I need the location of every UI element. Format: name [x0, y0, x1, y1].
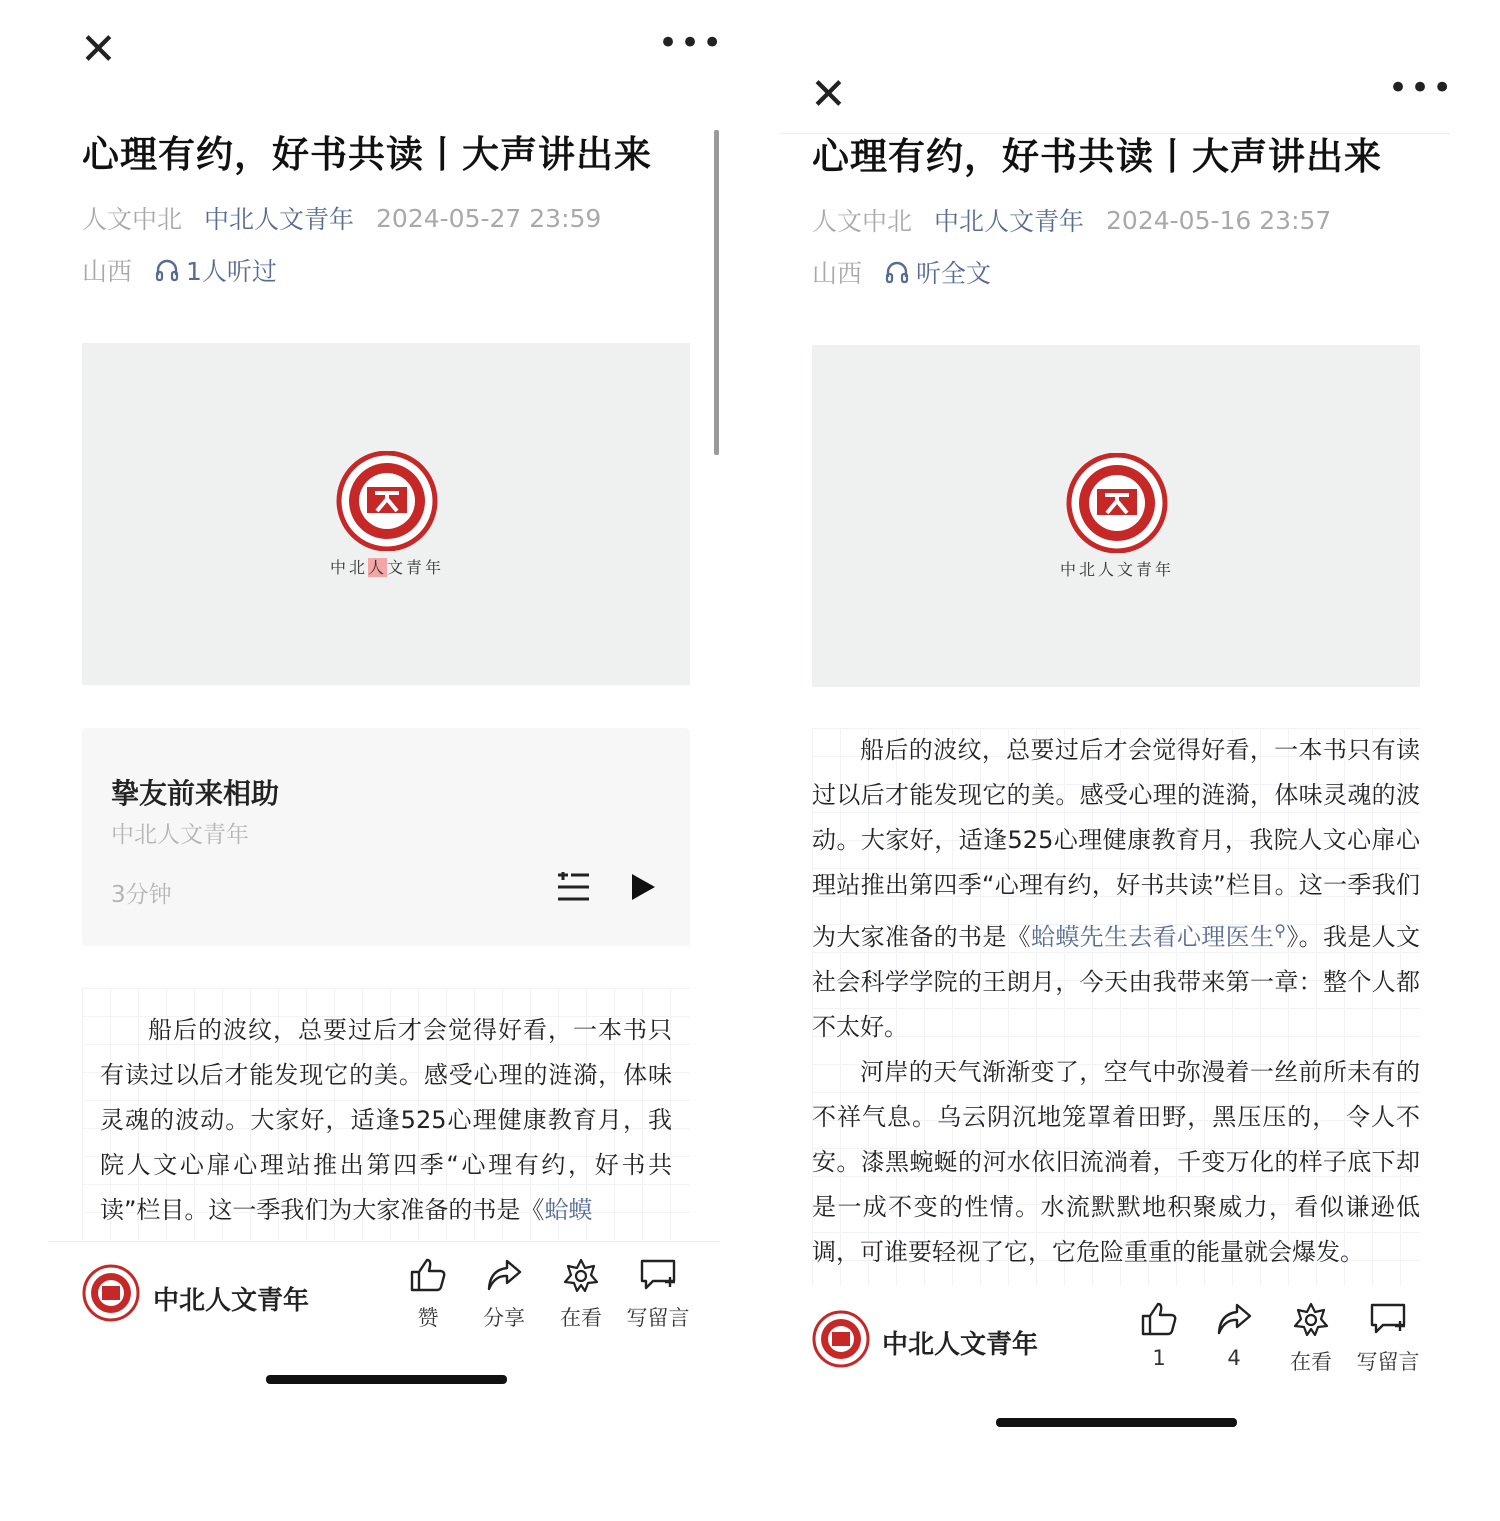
play-icon[interactable]	[630, 873, 656, 901]
playlist-icon[interactable]	[556, 872, 590, 902]
close-icon[interactable]: ✕	[810, 69, 847, 120]
listen-count: 1人听过	[186, 257, 277, 286]
share-count: 4	[1227, 1346, 1241, 1370]
body-paragraph-1: 船后的波纹，总要过后才会觉得好看，一本书只有读过以后才能发现它的美。感受心理的涟漪，体味灵魂的波动。大家好，适逢525心理健康教育月，我院人文心扉心理站推出第四季“心理有约，好书共读”栏目。这一季我们为大家准备的书是《蛤蟆先生去看心理医生⚲》。我是人文社会科学学院的王朗月，今天由我带来第一章：整个人都不太好。	[812, 736, 1420, 1041]
home-indicator[interactable]	[996, 1418, 1237, 1427]
headphone-icon	[884, 259, 910, 285]
college-seal-icon	[1062, 453, 1172, 553]
share-label: 分享	[483, 1306, 525, 1330]
share-icon	[1216, 1302, 1252, 1336]
listen-button[interactable]	[154, 252, 277, 288]
like-label: 赞	[417, 1306, 439, 1330]
home-indicator[interactable]	[266, 1375, 507, 1384]
like-count: 1	[1152, 1346, 1166, 1370]
audio-author: 中北人文青年	[111, 822, 249, 848]
account-name[interactable]: 中北人文青年	[153, 1286, 310, 1316]
headphone-icon	[154, 257, 180, 283]
cover-caption: 中北人文青年	[1059, 560, 1174, 579]
cover-caption: 中北人文青年	[329, 558, 445, 577]
account-link[interactable]: 中北人文青年	[934, 207, 1085, 236]
publish-time: 2024-05-16 23:57	[1106, 205, 1332, 235]
region: 山西	[82, 257, 133, 286]
comment-button[interactable]	[1348, 1302, 1428, 1376]
wow-icon	[1293, 1302, 1329, 1336]
account-avatar[interactable]	[82, 1264, 140, 1322]
search-icon[interactable]: ⚲	[1274, 921, 1287, 940]
wow-button[interactable]	[541, 1258, 621, 1332]
account-avatar[interactable]	[812, 1310, 870, 1368]
article-meta	[812, 202, 1331, 238]
article-meta-line2	[82, 252, 277, 288]
account-name[interactable]: 中北人文青年	[882, 1330, 1039, 1360]
cover-image	[82, 343, 690, 685]
comment-icon	[1369, 1302, 1407, 1336]
comment-label: 写留言	[1356, 1350, 1420, 1374]
scrollbar[interactable]	[714, 130, 719, 455]
like-button[interactable]	[1119, 1302, 1199, 1370]
more-icon[interactable]: •••	[1388, 68, 1455, 108]
college-seal-icon	[332, 451, 442, 551]
thumbs-up-icon	[1141, 1302, 1177, 1336]
college-logo	[1052, 453, 1182, 580]
thumbs-up-icon	[410, 1258, 446, 1292]
audio-duration: 3分钟	[111, 882, 172, 908]
comment-label: 写留言	[626, 1306, 690, 1330]
listen-full-label: 听全文	[916, 259, 992, 288]
comment-icon	[639, 1258, 677, 1292]
like-button[interactable]	[388, 1258, 468, 1332]
article-body	[812, 728, 1420, 1286]
region: 山西	[812, 259, 863, 288]
article-title: 心理有约，好书共读丨大声讲出来	[812, 135, 1382, 178]
share-button[interactable]	[464, 1258, 544, 1332]
cover-image	[812, 345, 1420, 687]
share-icon	[486, 1258, 522, 1292]
account-link[interactable]: 中北人文青年	[204, 205, 355, 234]
share-button[interactable]	[1194, 1302, 1274, 1370]
article-meta	[82, 200, 601, 236]
wow-button[interactable]	[1271, 1302, 1351, 1376]
audio-title: 挚友前来相助	[111, 777, 280, 810]
more-icon[interactable]: •••	[658, 23, 725, 63]
book-link[interactable]: 蛤蟆	[544, 1196, 593, 1224]
comment-button[interactable]	[618, 1258, 698, 1332]
audio-card[interactable]	[82, 728, 690, 946]
book-link[interactable]: 蛤蟆先生去看心理医生	[1030, 923, 1275, 951]
publish-time: 2024-05-27 23:59	[376, 203, 602, 233]
body-paragraph: 船后的波纹，总要过后才会觉得好看，一本书只有读过以后才能发现它的美。感受心理的涟漪，体味灵魂的波动。大家好，适逢525心理健康教育月，我院人文心扉心理站推出第四季“心理有约，好书共读”栏目。这一季我们为大家准备的书是《蛤蟆	[100, 1016, 672, 1224]
article-meta-line2	[812, 254, 991, 290]
body-paragraph-2: 河岸的天气渐渐变了，空气中弥漫着一丝前所未有的不祥气息。乌云阴沉地笼罩着田野，黑压压的， 令人不安。漆黑蜿蜒的河水依旧流淌着，千变万化的样子底下却是一成不变的性情。水流默默地积聚威力，看似谦逊低调，可谁要轻视了它，它危险重重的能量就会爆发。	[812, 1058, 1420, 1266]
article-title: 心理有约，好书共读丨大声讲出来	[82, 133, 652, 176]
source-name: 人文中北	[812, 207, 913, 236]
wow-label: 在看	[1290, 1350, 1332, 1374]
wow-icon	[563, 1258, 599, 1292]
bottom-bar	[780, 1286, 1450, 1386]
close-icon[interactable]: ✕	[80, 24, 117, 75]
source-name: 人文中北	[82, 205, 183, 234]
bottom-bar	[48, 1242, 720, 1342]
listen-full-button[interactable]	[884, 254, 991, 290]
article-body	[82, 988, 690, 1240]
wow-label: 在看	[560, 1306, 602, 1330]
college-logo	[322, 451, 452, 578]
selection-highlight: 人	[367, 558, 387, 577]
